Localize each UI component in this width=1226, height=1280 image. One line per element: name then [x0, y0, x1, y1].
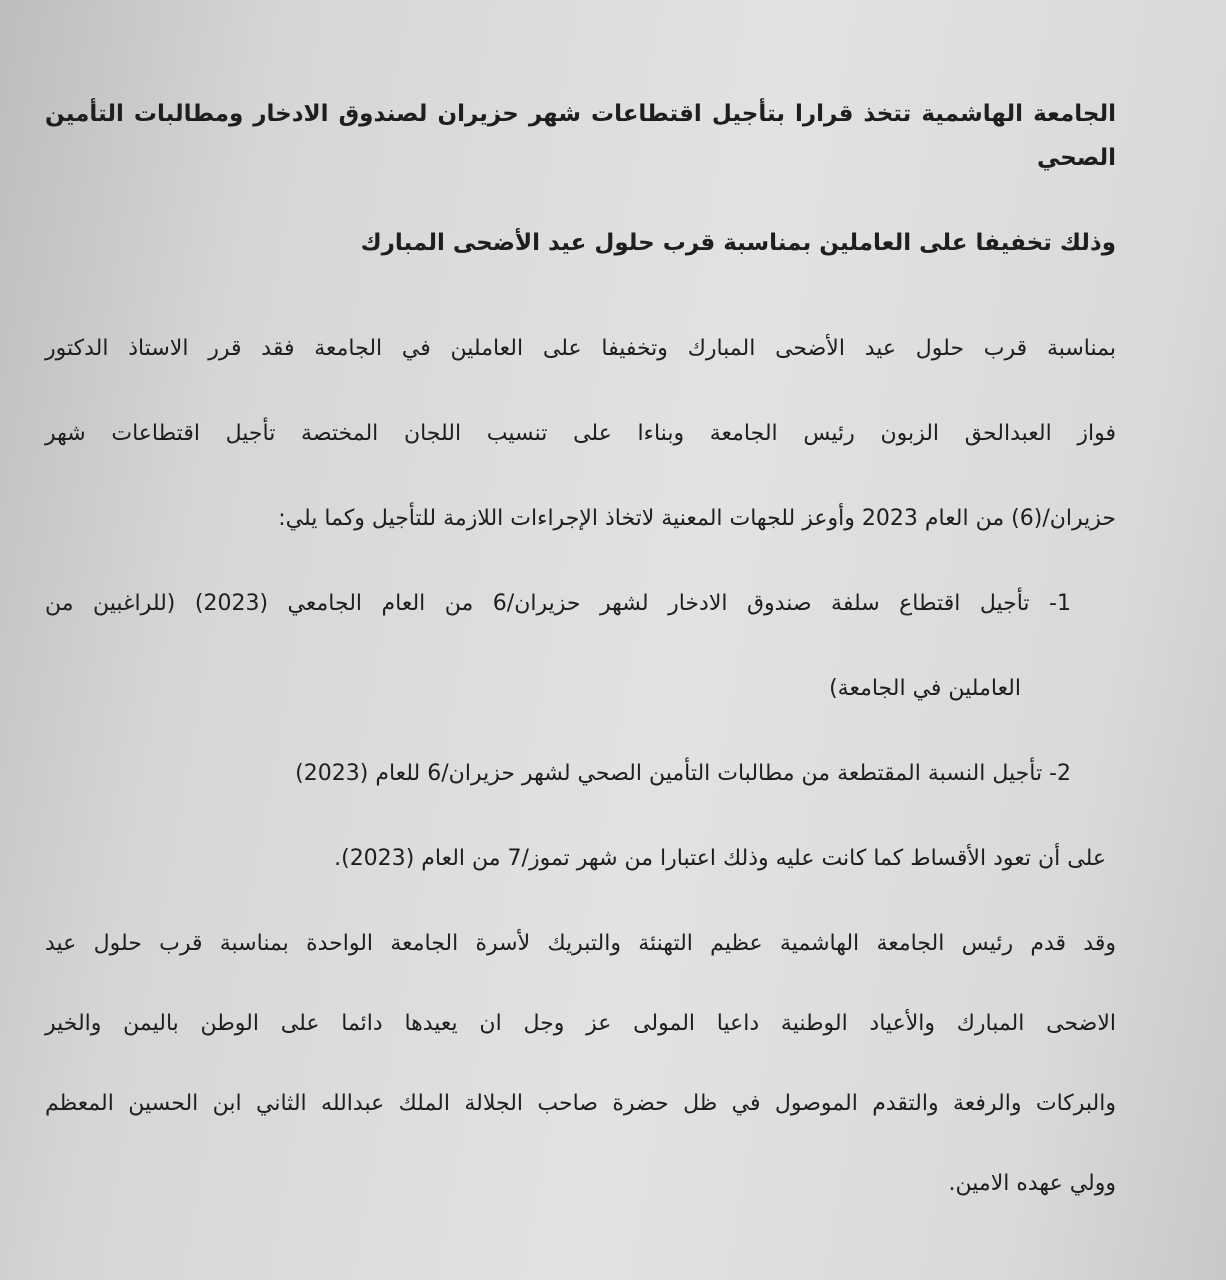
closing-line-3: والبركات والرفعة والتقدم الموصول في ظل حضرة صاحب الجلالة الملك عبدالله الثاني ابن الحسين المعظم [45, 1091, 1116, 1116]
note-line: على أن تعود الأقساط كما كانت عليه وذلك اعتبارا من شهر تموز/7 من العام (2023). [334, 846, 1106, 871]
title-line-2: وذلك تخفيفا على العاملين بمناسبة قرب حلول عيد الأضحى المبارك [360, 230, 1116, 256]
closing-line-2: الاضحى المبارك والأعياد الوطنية داعيا المولى عز وجل ان يعيدها دائما على الوطن باليمن والخير [45, 1011, 1116, 1036]
intro-line-1: بمناسبة قرب حلول عيد الأضحى المبارك وتخفيفا على العاملين في الجامعة فقد قرر الاستاذ الدكتور [45, 336, 1116, 361]
closing-line-1: وقد قدم رئيس الجامعة الهاشمية عظيم التهنئة والتبريك لأسرة الجامعة الواحدة بمناسبة قرب حلول عيد [45, 931, 1116, 956]
title-line-1: الجامعة الهاشمية تتخذ قرارا بتأجيل اقتطاعات شهر حزيران لصندوق الادخار ومطالبات التأمين الصحي [45, 101, 1116, 171]
item-1-line-1: 1- تأجيل اقتطاع سلفة صندوق الادخار لشهر حزيران/6 من العام الجامعي (2023) (للراغبين من [45, 591, 1071, 616]
intro-line-3: حزيران/(6) من العام 2023 وأوعز للجهات المعنية لاتخاذ الإجراءات اللازمة للتأجيل وكما يلي: [278, 506, 1116, 531]
item-1-line-2: العاملين في الجامعة) [829, 676, 1021, 701]
intro-line-2: فواز العبدالحق الزبون رئيس الجامعة وبناءا على تنسيب اللجان المختصة تأجيل اقتطاعات شهر [45, 421, 1116, 446]
item-2-line-1: 2- تأجيل النسبة المقتطعة من مطالبات التأمين الصحي لشهر حزيران/6 للعام (2023) [295, 761, 1071, 786]
closing-line-4: وولي عهده الامين. [948, 1171, 1116, 1196]
